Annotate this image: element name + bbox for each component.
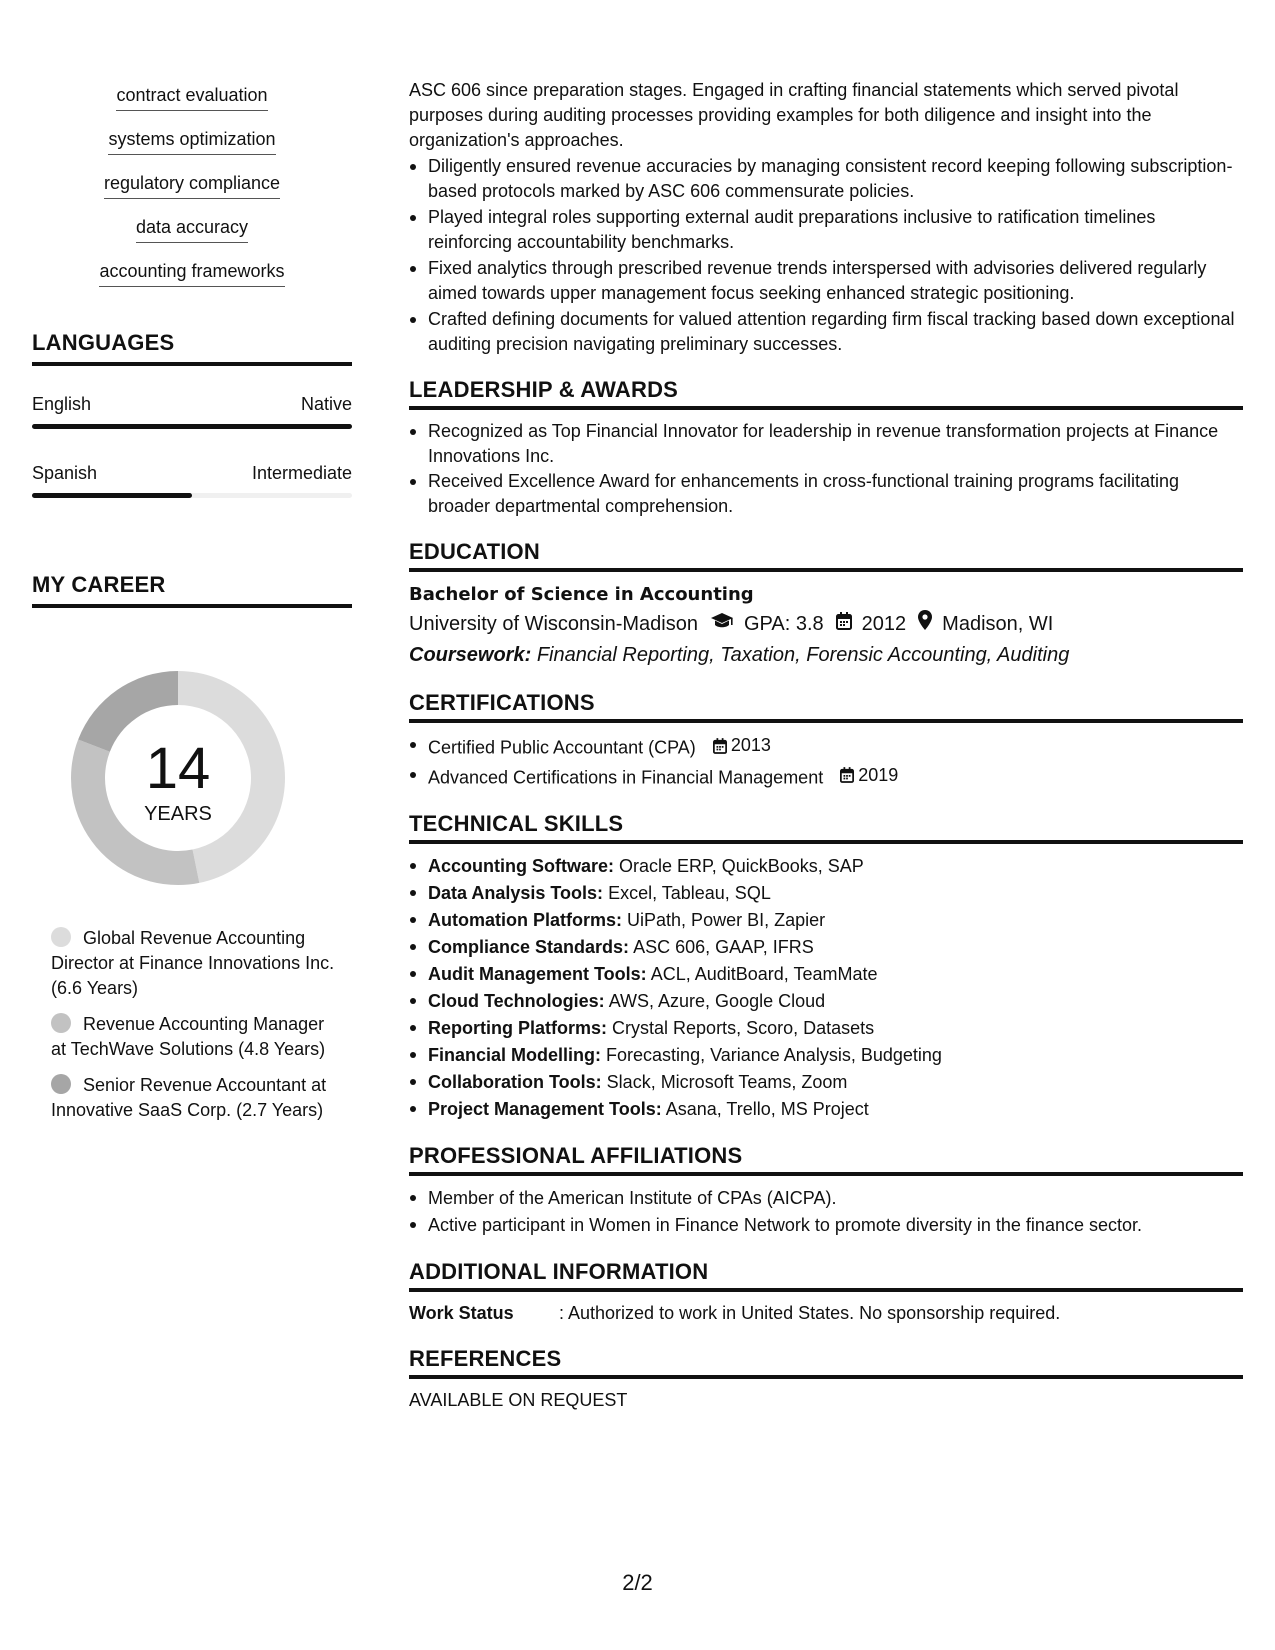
language-bar bbox=[32, 424, 352, 429]
calendar-icon bbox=[713, 738, 727, 754]
career-item bbox=[51, 1012, 341, 1062]
education-gpa: GPA: 3.8 bbox=[743, 613, 824, 635]
language-bar-fill bbox=[32, 493, 192, 498]
skill-category: Financial Modelling: bbox=[428, 1045, 602, 1065]
skill-category: Compliance Standards: bbox=[428, 937, 630, 957]
technical-skill-item bbox=[409, 1042, 1243, 1069]
career-item bbox=[51, 926, 341, 1001]
technical-skill-item bbox=[409, 961, 1243, 988]
page-number: 2/2 bbox=[622, 1570, 653, 1595]
career-legend bbox=[51, 926, 341, 1134]
skill-category: Audit Management Tools: bbox=[428, 964, 647, 984]
career-dot bbox=[51, 1074, 71, 1094]
affiliations-list bbox=[409, 1185, 1243, 1239]
certification-name: Certified Public Accountant (CPA) bbox=[428, 737, 696, 758]
skill-values: Slack, Microsoft Teams, Zoom bbox=[606, 1072, 848, 1092]
language-name: Spanish bbox=[32, 463, 98, 483]
language-level: Intermediate bbox=[251, 463, 352, 483]
calendar-icon bbox=[836, 608, 852, 640]
technical-skill-item bbox=[409, 1015, 1243, 1042]
affiliation-item: Member of the American Institute of CPAs (AICPA). bbox=[409, 1185, 1243, 1212]
certification-year: 2019 bbox=[858, 764, 899, 785]
career-title: MY CAREER bbox=[32, 572, 352, 608]
language-row bbox=[32, 463, 352, 498]
technical-skills-title: TECHNICAL SKILLS bbox=[409, 811, 1243, 844]
skill-category: Data Analysis Tools: bbox=[428, 883, 604, 903]
main-column bbox=[409, 78, 1243, 1413]
leadership-list bbox=[409, 419, 1243, 519]
technical-skill-item bbox=[409, 934, 1243, 961]
certification-date bbox=[840, 762, 898, 789]
certification-year: 2013 bbox=[730, 735, 771, 755]
language-row bbox=[32, 394, 352, 429]
technical-skill-item bbox=[409, 1096, 1243, 1123]
language-name: English bbox=[32, 394, 92, 414]
skill-values: Oracle ERP, QuickBooks, SAP bbox=[619, 856, 864, 876]
technical-skill-item bbox=[409, 988, 1243, 1015]
skill-values: ACL, AuditBoard, TeamMate bbox=[650, 964, 878, 984]
career-dot bbox=[51, 927, 71, 947]
certification-name: Advanced Certifications in Financial Management bbox=[428, 767, 824, 787]
skill-values: UiPath, Power BI, Zapier bbox=[627, 910, 826, 930]
certification-item bbox=[409, 762, 1243, 792]
leadership-item: Recognized as Top Financial Innovator for leadership in revenue transformation projects at Finance Innovations Inc. bbox=[409, 419, 1243, 469]
technical-skill-item bbox=[409, 1069, 1243, 1096]
skill-category: Reporting Platforms: bbox=[428, 1018, 608, 1038]
leadership-title: LEADERSHIP & AWARDS bbox=[409, 377, 1243, 410]
career-item-text: Revenue Accounting Manager at TechWave Solutions (4.8 Years) bbox=[51, 1014, 326, 1059]
languages-title: LANGUAGES bbox=[32, 330, 352, 366]
skill-tag: systems optimization bbox=[108, 128, 275, 155]
affiliations-title: PROFESSIONAL AFFILIATIONS bbox=[409, 1143, 1243, 1176]
education-degree: Bachelor of Science in Accounting bbox=[409, 584, 754, 605]
skill-values: Asana, Trello, MS Project bbox=[665, 1099, 869, 1119]
skill-category: Accounting Software: bbox=[428, 856, 615, 876]
skill-values: Excel, Tableau, SQL bbox=[608, 883, 771, 903]
certifications-list bbox=[409, 732, 1243, 791]
skill-category: Collaboration Tools: bbox=[428, 1072, 602, 1092]
career-years-unit: YEARS bbox=[144, 803, 212, 825]
education-details bbox=[409, 608, 1243, 640]
education-title: EDUCATION bbox=[409, 539, 1243, 572]
skill-values: AWS, Azure, Google Cloud bbox=[608, 991, 826, 1011]
skills-list bbox=[32, 84, 352, 304]
career-donut-center bbox=[65, 665, 291, 891]
additional-info-title: ADDITIONAL INFORMATION bbox=[409, 1259, 1243, 1292]
certification-date bbox=[713, 732, 771, 759]
career-item-text: Global Revenue Accounting Director at Finance Innovations Inc. (6.6 Years) bbox=[51, 928, 335, 998]
skill-tag: regulatory compliance bbox=[104, 172, 280, 199]
affiliation-item: Active participant in Women in Finance Network to promote diversity in the finance sector. bbox=[409, 1212, 1243, 1239]
technical-skill-item bbox=[409, 853, 1243, 880]
experience-intro: ASC 606 since preparation stages. Engaged in crafting financial statements which served pivotal purposes during auditing processes providing examples for both diligence and insight into the organization's approaches. bbox=[409, 80, 1179, 150]
career-item bbox=[51, 1073, 341, 1123]
certification-item bbox=[409, 732, 1243, 762]
work-status-row bbox=[409, 1301, 1243, 1326]
work-status-label: Work Status bbox=[409, 1303, 514, 1323]
education-school: University of Wisconsin-Madison bbox=[409, 613, 698, 635]
skill-tag: contract evaluation bbox=[116, 84, 267, 111]
skill-tag: data accuracy bbox=[136, 216, 248, 243]
skill-values: Forecasting, Variance Analysis, Budgeting bbox=[606, 1045, 942, 1065]
skill-category: Project Management Tools: bbox=[428, 1099, 662, 1119]
language-level: Native bbox=[300, 394, 352, 414]
technical-skill-item bbox=[409, 907, 1243, 934]
calendar-icon bbox=[840, 767, 854, 783]
graduation-cap-icon bbox=[710, 608, 734, 640]
career-total-years: 14 bbox=[145, 736, 211, 801]
career-donut-chart bbox=[65, 665, 291, 891]
experience-bullet: Played integral roles supporting external audit preparations inclusive to ratification timelines reinforcing accountability benchmarks. bbox=[409, 205, 1243, 255]
references-title: REFERENCES bbox=[409, 1346, 1243, 1379]
skill-values: ASC 606, GAAP, IFRS bbox=[633, 937, 814, 957]
coursework-value: Financial Reporting, Taxation, Forensic Accounting, Auditing bbox=[536, 644, 1070, 666]
certifications-title: CERTIFICATIONS bbox=[409, 690, 1243, 723]
experience-bullet: Fixed analytics through prescribed revenue trends interspersed with advisories delivered regularly aimed towards upper management focus seeking enhanced strategic positioning. bbox=[409, 256, 1243, 306]
work-status-value: : Authorized to work in United States. No sponsorship required. bbox=[559, 1303, 1061, 1323]
leadership-item: Received Excellence Award for enhancements in cross-functional training programs facilitating broader departmental comprehension. bbox=[409, 469, 1243, 519]
skill-values: Crystal Reports, Scoro, Datasets bbox=[612, 1018, 875, 1038]
coursework-label: Coursework: bbox=[409, 644, 532, 666]
technical-skills-list bbox=[409, 853, 1243, 1123]
language-bar-fill bbox=[32, 424, 352, 429]
skill-category: Cloud Technologies: bbox=[428, 991, 605, 1011]
language-bar bbox=[32, 493, 352, 498]
references-text: AVAILABLE ON REQUEST bbox=[409, 1390, 628, 1410]
education-location: Madison, WI bbox=[942, 613, 1054, 635]
career-item-text: Senior Revenue Accountant at Innovative SaaS Corp. (2.7 Years) bbox=[51, 1075, 327, 1120]
location-pin-icon bbox=[918, 608, 932, 640]
experience-bullets bbox=[409, 154, 1243, 357]
education-year: 2012 bbox=[861, 613, 907, 635]
experience-bullet: Crafted defining documents for valued attention regarding firm fiscal tracking based down exceptional auditing precision navigating preliminary successes. bbox=[409, 307, 1243, 357]
skill-tag: accounting frameworks bbox=[99, 260, 284, 287]
education-coursework bbox=[409, 640, 1243, 670]
experience-bullet: Diligently ensured revenue accuracies by managing consistent record keeping following subscription-based protocols marked by ASC 606 commensurate policies. bbox=[409, 154, 1243, 204]
career-dot bbox=[51, 1013, 71, 1033]
skill-category: Automation Platforms: bbox=[428, 910, 623, 930]
technical-skill-item bbox=[409, 880, 1243, 907]
